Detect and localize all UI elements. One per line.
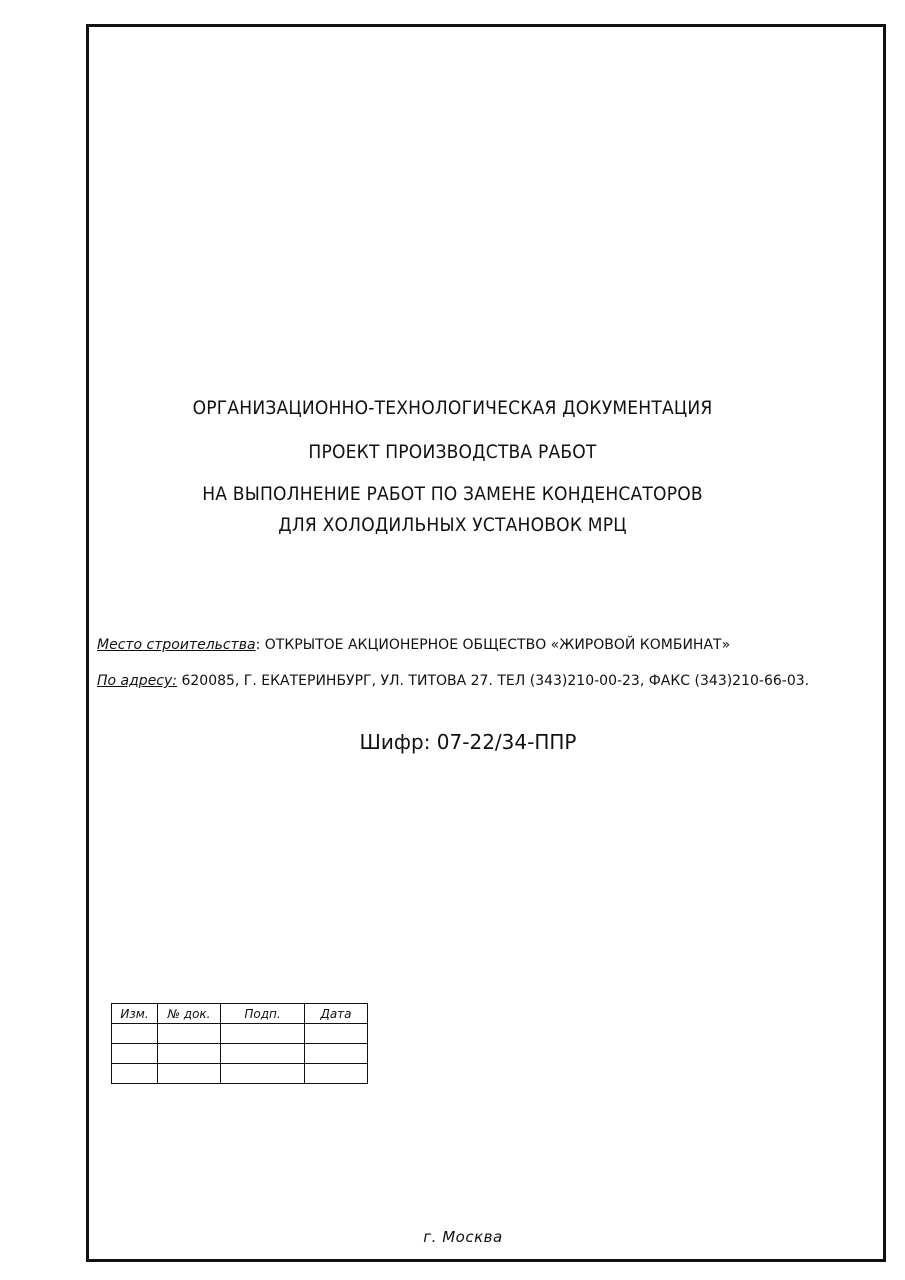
header-doc-number: № док.	[158, 1004, 221, 1024]
address-label: По адресу:	[97, 673, 178, 689]
address-line	[97, 672, 809, 690]
revision-table-header	[112, 1004, 368, 1024]
table-cell	[305, 1044, 368, 1064]
table-row	[112, 1044, 368, 1064]
document-title-line-3: НА ВЫПОЛНЕНИЕ РАБОТ ПО ЗАМЕНЕ КОНДЕНСАТОРОВ	[202, 483, 703, 505]
table-cell	[112, 1044, 158, 1064]
address-value: 620085, Г. ЕКАТЕРИНБУРГ, УЛ. ТИТОВА 27. ТЕЛ (343)210-00-23, ФАКС (343)210-66-03.	[177, 673, 810, 689]
construction-site-line	[97, 636, 730, 654]
table-cell	[221, 1024, 305, 1044]
table-cell	[305, 1024, 368, 1044]
table-cell	[158, 1044, 221, 1064]
table-cell	[112, 1024, 158, 1044]
revision-table	[111, 1003, 368, 1084]
table-cell	[112, 1064, 158, 1084]
construction-site-label: Место строительства	[97, 637, 256, 653]
table-row	[112, 1064, 368, 1084]
header-date: Дата	[305, 1004, 368, 1024]
header-change: Изм.	[112, 1004, 158, 1024]
table-cell	[221, 1044, 305, 1064]
document-cipher: Шифр: 07-22/34-ППР	[359, 730, 577, 754]
construction-site-value: : ОТКРЫТОЕ АКЦИОНЕРНОЕ ОБЩЕСТВО «ЖИРОВОЙ КОМБИНАТ»	[255, 637, 731, 653]
table-row	[112, 1024, 368, 1044]
table-cell	[305, 1064, 368, 1084]
table-cell	[221, 1064, 305, 1084]
document-title-line-4: ДЛЯ ХОЛОДИЛЬНЫХ УСТАНОВОК МРЦ	[278, 514, 627, 536]
document-title-line-2: ПРОЕКТ ПРОИЗВОДСТВА РАБОТ	[308, 441, 597, 463]
header-signature: Подп.	[221, 1004, 305, 1024]
table-cell	[158, 1064, 221, 1084]
city-label: г. Москва	[423, 1228, 503, 1246]
table-cell	[158, 1024, 221, 1044]
document-title-line-1: ОРГАНИЗАЦИОННО-ТЕХНОЛОГИЧЕСКАЯ ДОКУМЕНТАЦИЯ	[192, 397, 713, 419]
